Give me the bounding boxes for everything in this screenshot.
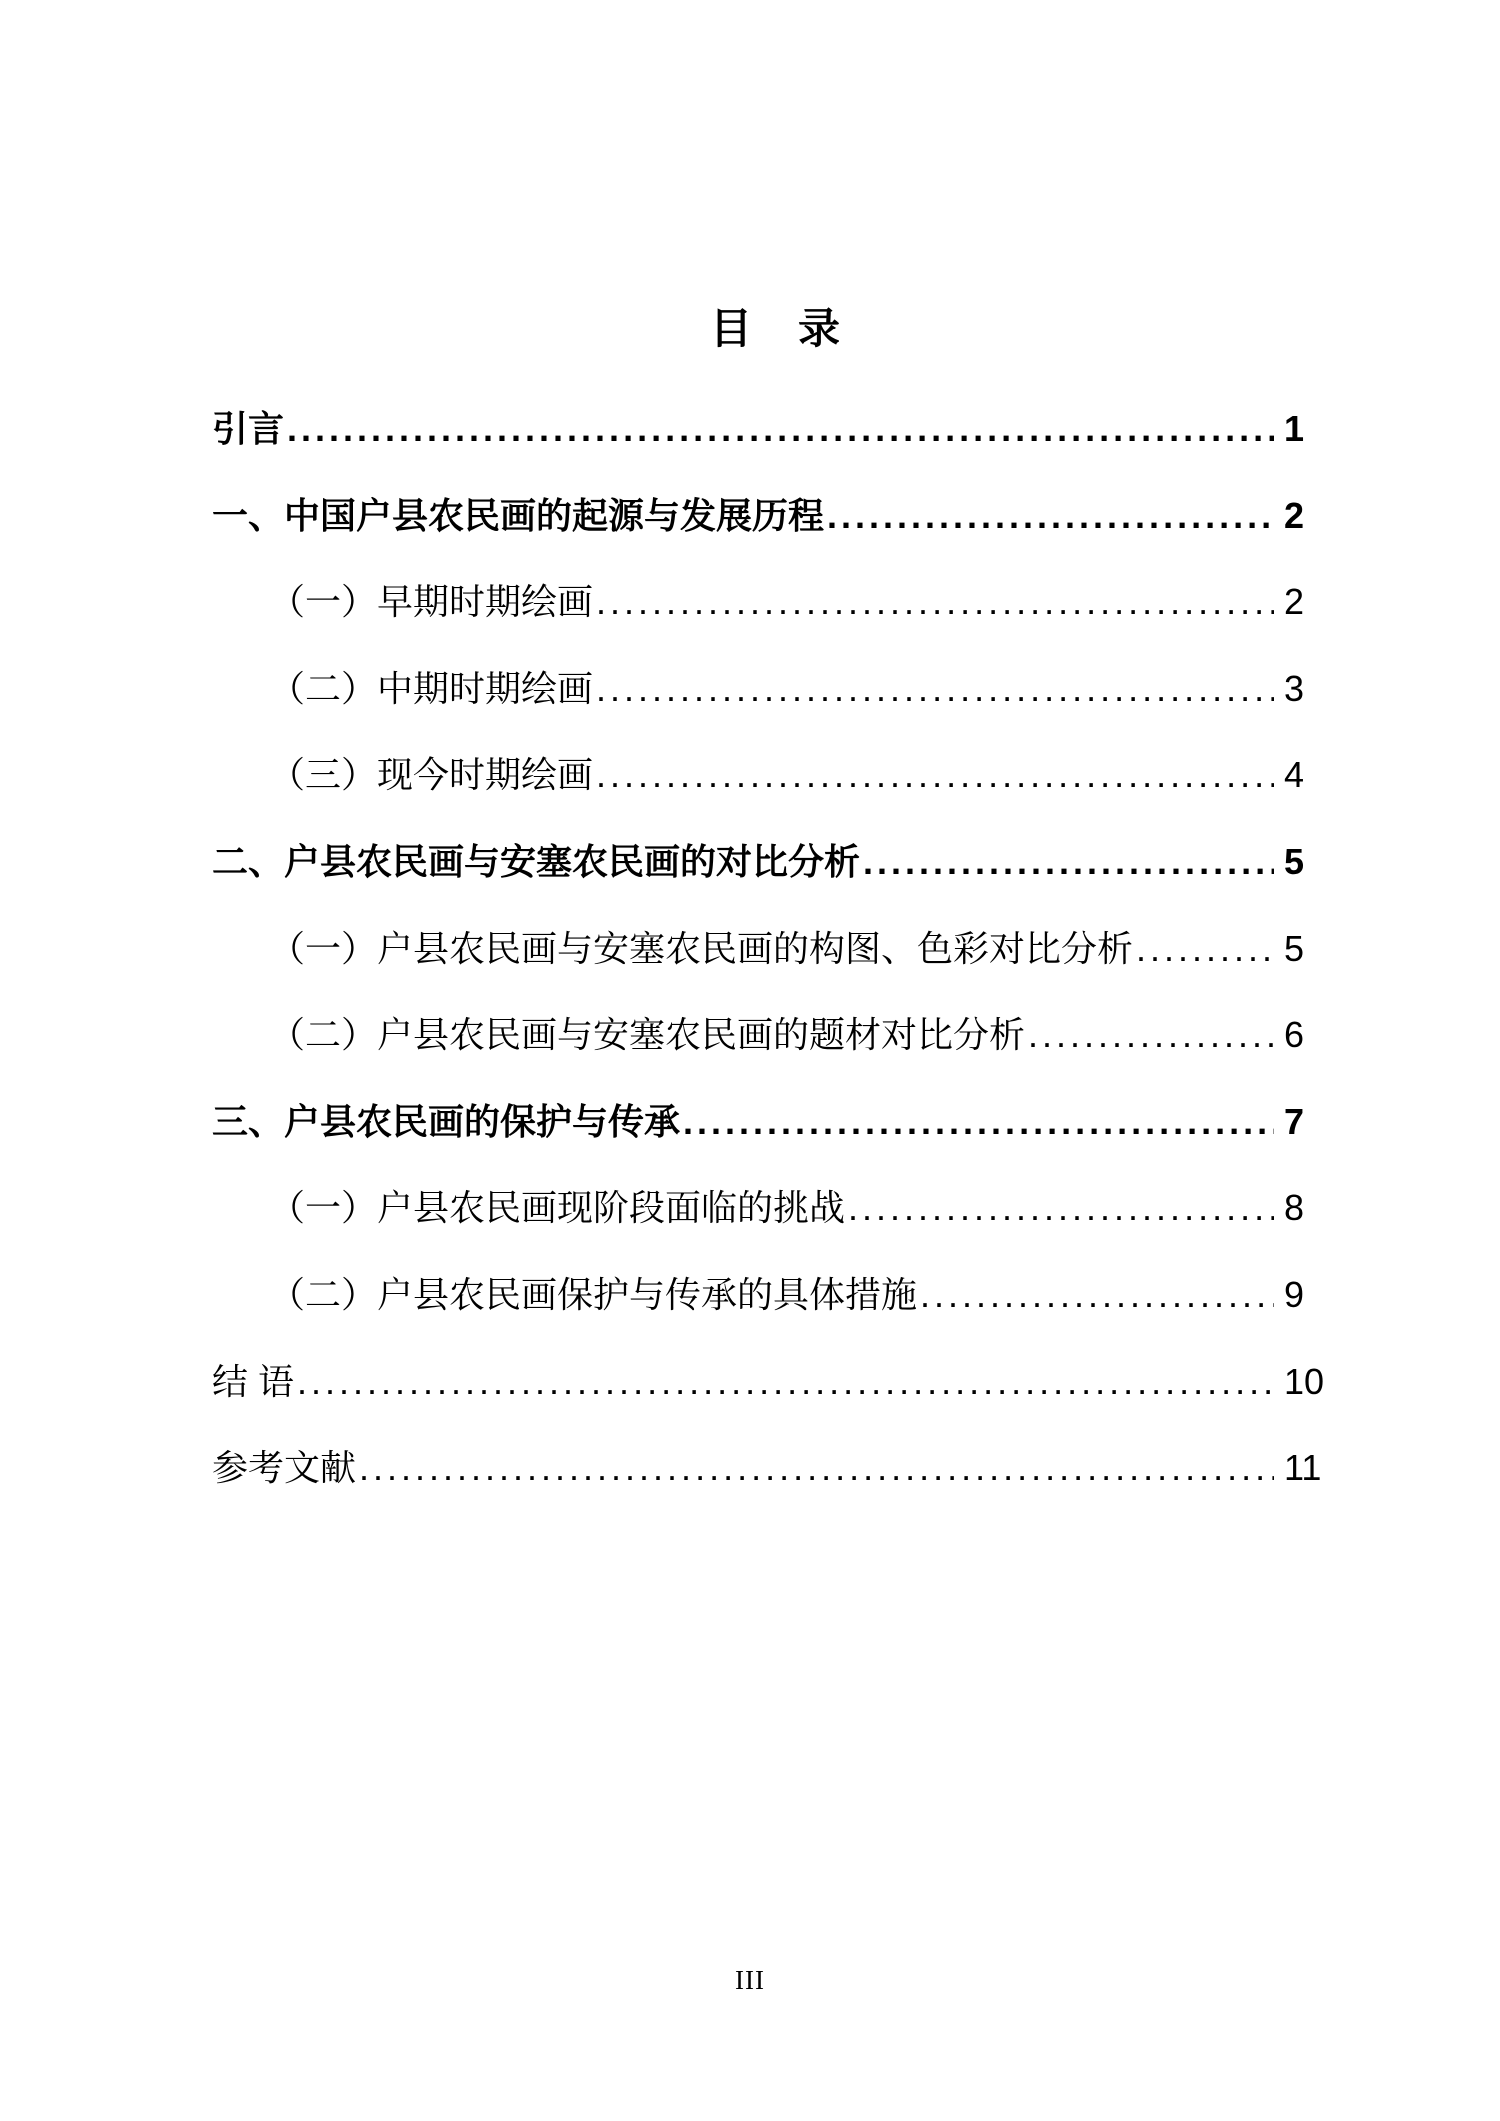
dot-leader [827, 473, 1274, 560]
toc-entry-page-number: 6 [1284, 1014, 1305, 1056]
table-of-contents [212, 386, 1332, 1512]
toc-entry-page-number: 9 [1284, 1273, 1305, 1315]
dot-leader [920, 1252, 1274, 1339]
toc-entry[interactable] [212, 473, 1332, 560]
toc-entry-page-number: 5 [1284, 927, 1305, 969]
toc-entry[interactable] [212, 906, 1332, 993]
toc-entry-label: 二、户县农民画与安塞农民画的对比分析 [212, 840, 861, 882]
dot-leader [359, 1425, 1274, 1512]
dot-leader [297, 1339, 1274, 1426]
toc-entry[interactable] [212, 1079, 1332, 1166]
toc-entry-label: （一）户县农民画现阶段面临的挑战 [269, 1187, 846, 1229]
toc-entry[interactable] [212, 386, 1332, 473]
toc-entry[interactable] [212, 992, 1332, 1079]
toc-entry-page-number: 10 [1284, 1360, 1325, 1402]
toc-entry-page-number: 2 [1284, 581, 1305, 623]
page-title: 目 录 [709, 305, 842, 352]
toc-entry-page-number: 1 [1284, 408, 1305, 449]
toc-entry-label: （二）中期时期绘画 [269, 667, 594, 709]
dot-leader [1028, 992, 1274, 1079]
toc-entry-label: 一、中国户县农民画的起源与发展历程 [212, 494, 825, 536]
toc-entry-page-number: 7 [1284, 1100, 1305, 1142]
toc-entry-page-number: 4 [1284, 754, 1305, 796]
toc-entry[interactable] [212, 1425, 1332, 1512]
toc-entry[interactable] [212, 559, 1332, 646]
toc-entry-label: （一）户县农民画与安塞农民画的构图、色彩对比分析 [269, 927, 1134, 969]
dot-leader [1136, 906, 1274, 993]
toc-entry-page-number: 8 [1284, 1187, 1305, 1229]
toc-entry-label: 三、户县农民画的保护与传承 [212, 1100, 681, 1142]
dot-leader [863, 819, 1274, 906]
toc-entry-page-number: 5 [1284, 840, 1305, 882]
toc-entry-page-number: 2 [1284, 494, 1305, 536]
dot-leader [683, 1079, 1274, 1166]
toc-entry[interactable] [212, 646, 1332, 733]
toc-entry[interactable] [212, 1339, 1332, 1426]
toc-entry-label: （三）现今时期绘画 [269, 754, 594, 796]
dot-leader [596, 732, 1274, 819]
toc-entry-label: （一）早期时期绘画 [269, 581, 594, 623]
footer-page-number: III [735, 1965, 765, 1995]
toc-entry[interactable] [212, 1252, 1332, 1339]
dot-leader [596, 559, 1274, 646]
toc-entry[interactable] [212, 819, 1332, 906]
toc-entry-page-number: 3 [1284, 667, 1305, 709]
toc-entry[interactable] [212, 732, 1332, 819]
dot-leader [596, 646, 1274, 733]
toc-entry-label: 参考文献 [212, 1447, 357, 1489]
toc-entry-label: （二）户县农民画与安塞农民画的题材对比分析 [269, 1014, 1026, 1056]
toc-entry-page-number: 11 [1284, 1447, 1322, 1489]
toc-entry-label: （二）户县农民画保护与传承的具体措施 [269, 1273, 918, 1315]
toc-entry-label: 结 语 [212, 1360, 295, 1402]
dot-leader [848, 1165, 1274, 1252]
dot-leader [287, 386, 1274, 473]
toc-entry[interactable] [212, 1165, 1332, 1252]
toc-entry-label: 引言 [212, 408, 285, 449]
